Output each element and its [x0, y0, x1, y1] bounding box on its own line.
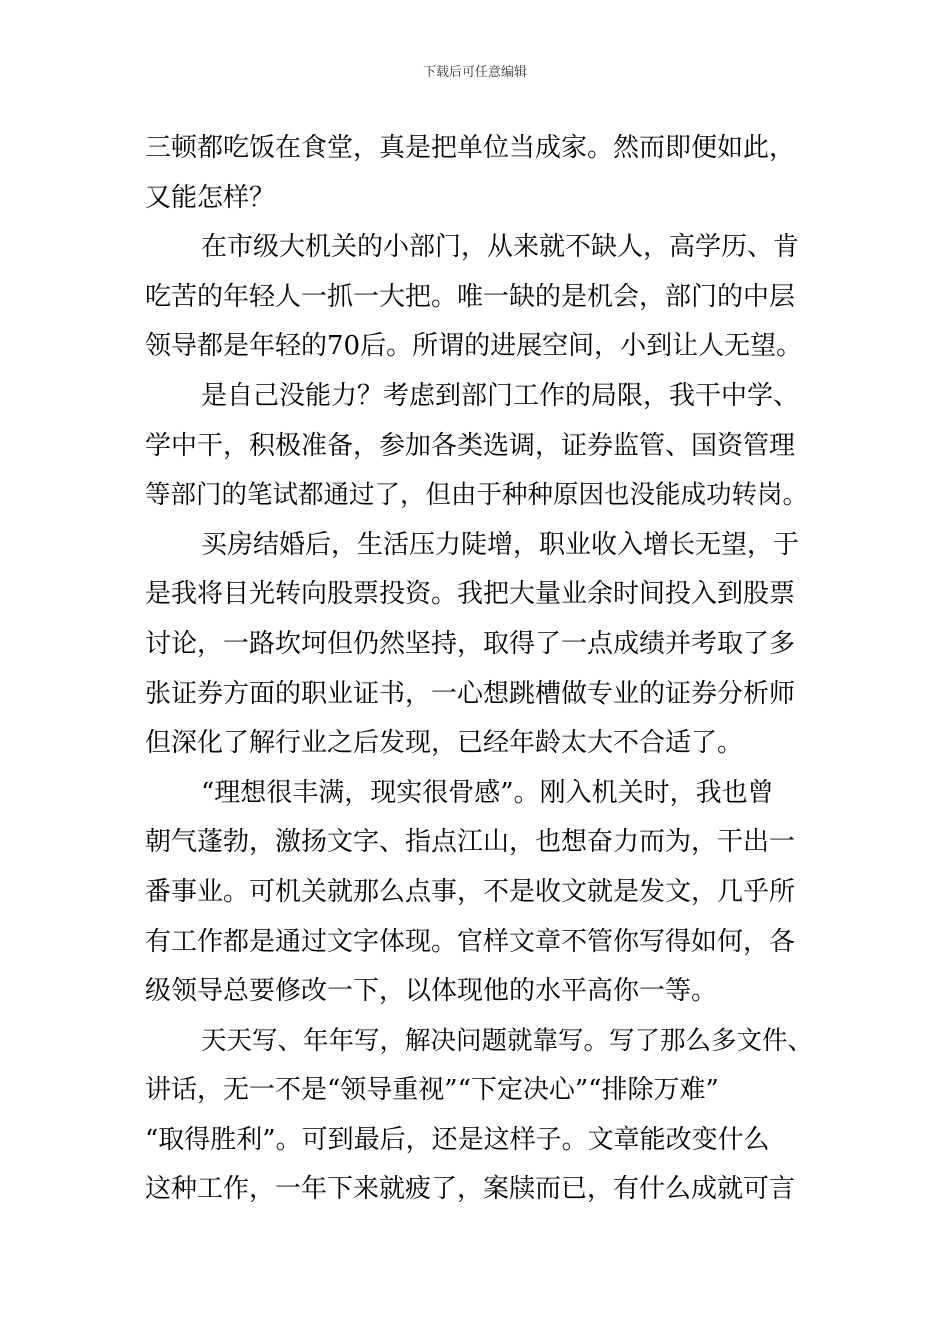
text-line: 天天写、年年写，解决问题就靠写。写了那么多文件、: [201, 1025, 814, 1056]
text-line: 番事业。可机关就那么点事，不是收文就是发文，几乎所: [145, 876, 796, 907]
text-line: “理想很丰满，现实很骨感”。刚入机关时，我也曾: [201, 777, 774, 808]
text-line: 有工作都是通过文字体现。官样文章不管你写得如何，各: [145, 926, 796, 957]
text-line: 张证券方面的职业证书，一心想跳槽做专业的证券分析师: [145, 678, 796, 709]
text-line: 是自己没能力？考虑到部门工作的局限，我干中学、: [201, 380, 800, 411]
text-line: 朝气蓬勃，激扬文字、指点江山，也想奋力而为，干出一: [145, 827, 796, 858]
text-line: 级领导总要修改一下，以体现他的水平高你一等。: [145, 976, 718, 1007]
text-line: 吃苦的年轻人一抓一大把。唯一缺的是机会，部门的中层: [145, 281, 796, 312]
text-line: 是我将目光转向股票投资。我把大量业余时间投入到股票: [145, 579, 796, 610]
text-line: 在市级大机关的小部门，从来就不缺人，高学历、肯: [201, 232, 800, 263]
page-header: 下载后可任意编辑: [422, 65, 527, 80]
text-line: 买房结婚后，生活压力陡增，职业收入增长无望，于: [201, 529, 800, 560]
text-line: 讲话，无一不是“领导重视”“下定决心”“排除万难”: [145, 1075, 719, 1106]
text-line: 讨论，一路坎坷但仍然坚持，取得了一点成绩并考取了多: [145, 628, 796, 659]
text-line: “取得胜利”。可到最后，还是这样子。文章能改变什么: [145, 1124, 770, 1155]
document-body: [145, 124, 814, 1215]
text-line: 等部门的笔试都通过了，但由于种种原因也没能成功转岗。: [145, 480, 809, 511]
text-line: 领导都是年轻的70后。所谓的进展空间，小到让人无望。: [145, 331, 803, 362]
text-line: 三顿都吃饭在食堂，真是把单位当成家。然而即便如此，: [145, 133, 796, 163]
text-line: 但深化了解行业之后发现，已经年龄太大不合适了。: [145, 728, 744, 759]
text-line: 学中干，积极准备，参加各类选调，证券监管、国资管理: [145, 430, 796, 461]
text-line: 又能怎样？: [145, 182, 276, 213]
text-line: 这种工作，一年下来就疲了，案牍而已，有什么成就可言: [145, 1174, 796, 1205]
